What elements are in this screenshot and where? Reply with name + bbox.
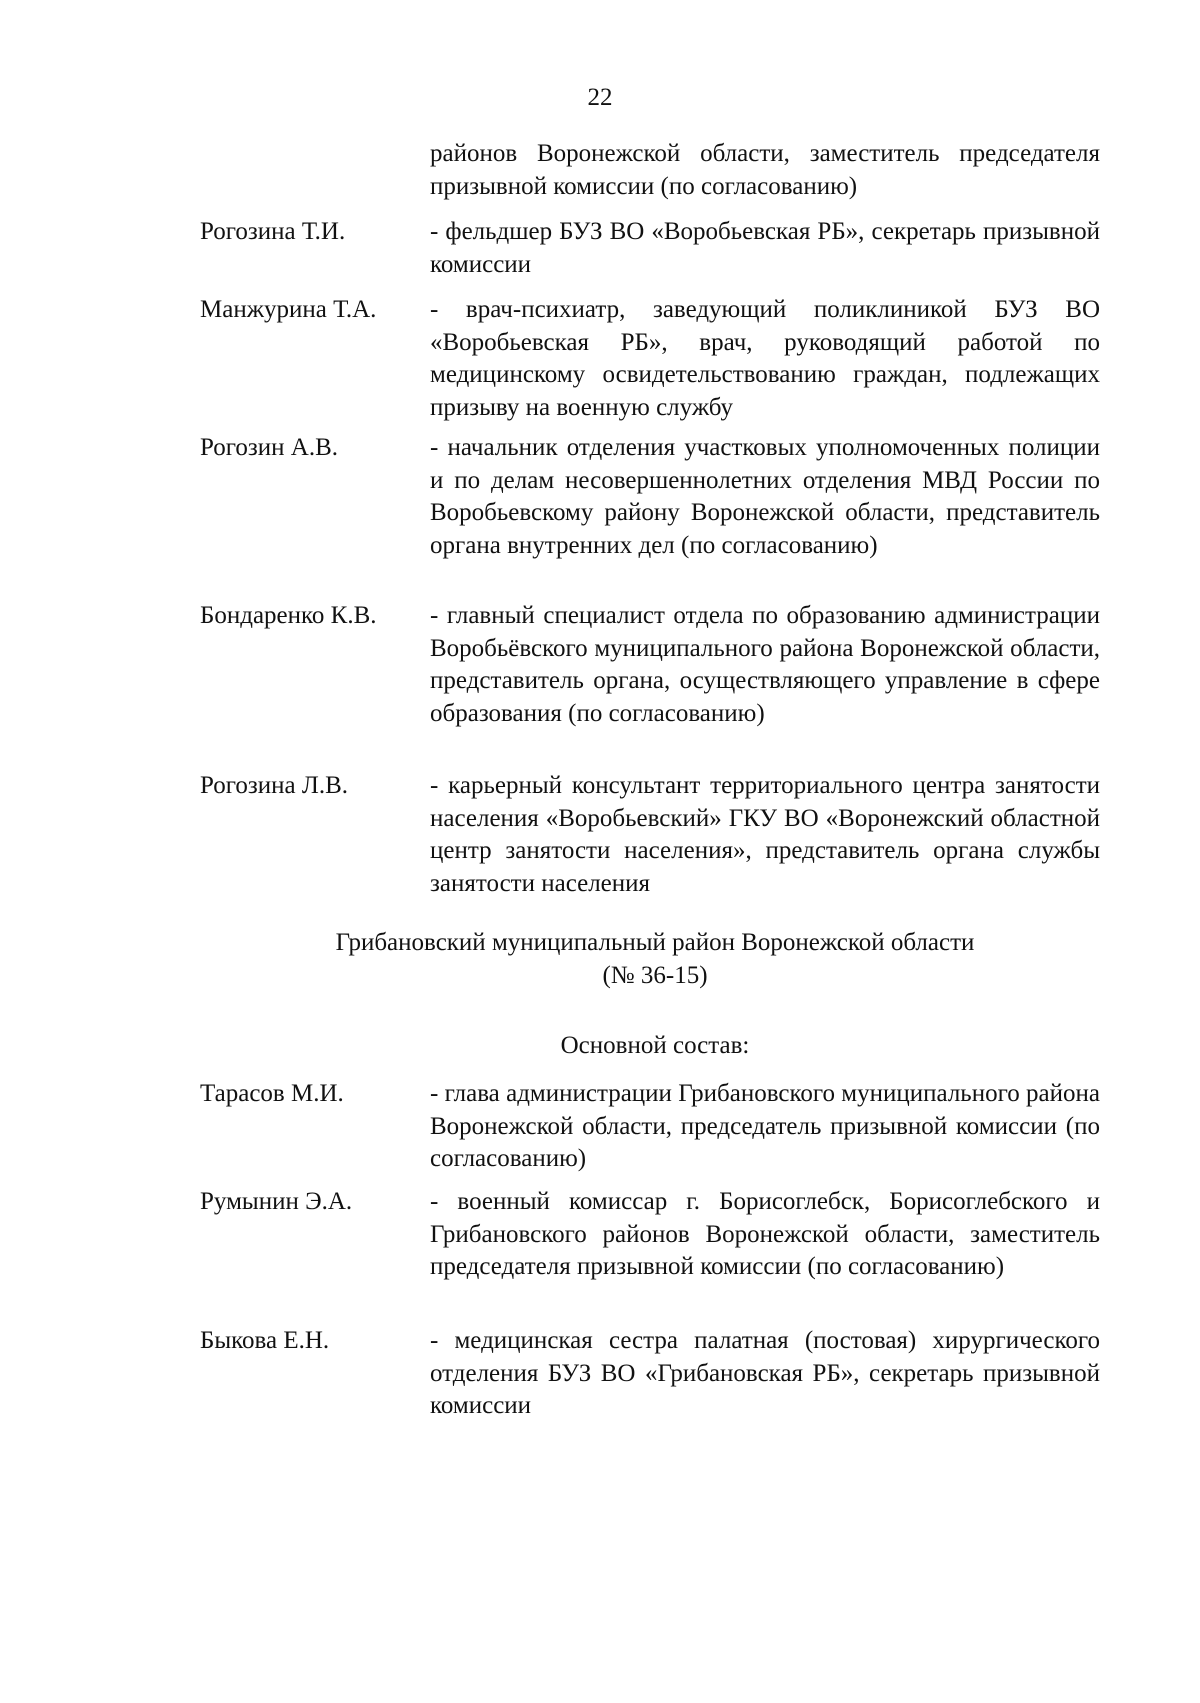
page-number: 22 bbox=[587, 84, 613, 111]
district-heading bbox=[200, 926, 1110, 992]
member-name: Рогозина Т.И. bbox=[200, 218, 346, 245]
member-role: - врач-психиатр, заведующий поликлиникой БУЗ ВО «Воробьевская РБ», врач, руководящий работой по медицинскому освидетельствованию граждан, подлежащих призыву на военную службу bbox=[430, 296, 1100, 421]
member-entry bbox=[200, 1078, 1100, 1176]
member-role: - военный комиссар г. Борисоглебск, Борисоглебского и Грибановского районов Воронежской области, заместитель председателя призывной комиссии (по согласованию) bbox=[430, 1188, 1100, 1280]
member-name: Румынин Э.А. bbox=[200, 1188, 353, 1215]
member-role: - начальник отделения участковых уполномоченных полиции и по делам несовершеннолетних отделения МВД России по Воробьевскому району Воронежской области, представитель органа внутренних дел (по согласованию) bbox=[430, 434, 1100, 559]
member-name: Тарасов М.И. bbox=[200, 1080, 344, 1107]
composition-label: Основной состав: bbox=[560, 1032, 750, 1059]
member-role: - фельдшер БУЗ ВО «Воробьевская РБ», секретарь призывной комиссии bbox=[430, 218, 1100, 278]
member-entry bbox=[200, 1325, 1100, 1423]
continuation-role-text: районов Воронежской области, заместитель председателя призывной комиссии (по согласованию) bbox=[430, 140, 1100, 200]
member-entry bbox=[200, 600, 1100, 730]
district-number: (№ 36-15) bbox=[602, 962, 708, 989]
member-name: Рогозин А.В. bbox=[200, 434, 339, 461]
member-entry bbox=[200, 294, 1100, 424]
member-role: - карьерный консультант территориального центра занятости населения «Воробьевский» ГКУ ВО «Воронежский областной центр занятости населения», представитель органа службы занятости населения bbox=[430, 772, 1100, 897]
member-name: Быкова Е.Н. bbox=[200, 1327, 330, 1354]
member-entry bbox=[200, 216, 1100, 281]
member-name: Рогозина Л.В. bbox=[200, 772, 349, 799]
member-entry bbox=[200, 1186, 1100, 1284]
member-role: - глава администрации Грибановского муниципального района Воронежской области, председатель призывной комиссии (по согласованию) bbox=[430, 1080, 1100, 1172]
district-title: Грибановский муниципальный район Воронежской области bbox=[335, 929, 975, 956]
member-name: Манжурина Т.А. bbox=[200, 296, 377, 323]
member-role: - медицинская сестра палатная (постовая) хирургического отделения БУЗ ВО «Грибановская РБ», секретарь призывной комиссии bbox=[430, 1327, 1100, 1419]
member-role: - главный специалист отдела по образованию администрации Воробьёвского муниципального района Воронежской области, представитель органа, осуществляющего управление в сфере образования (по согласованию) bbox=[430, 602, 1100, 727]
member-entry bbox=[200, 432, 1100, 562]
member-entry bbox=[200, 770, 1100, 900]
member-name: Бондаренко К.В. bbox=[200, 602, 377, 629]
continuation-entry bbox=[200, 138, 1100, 203]
